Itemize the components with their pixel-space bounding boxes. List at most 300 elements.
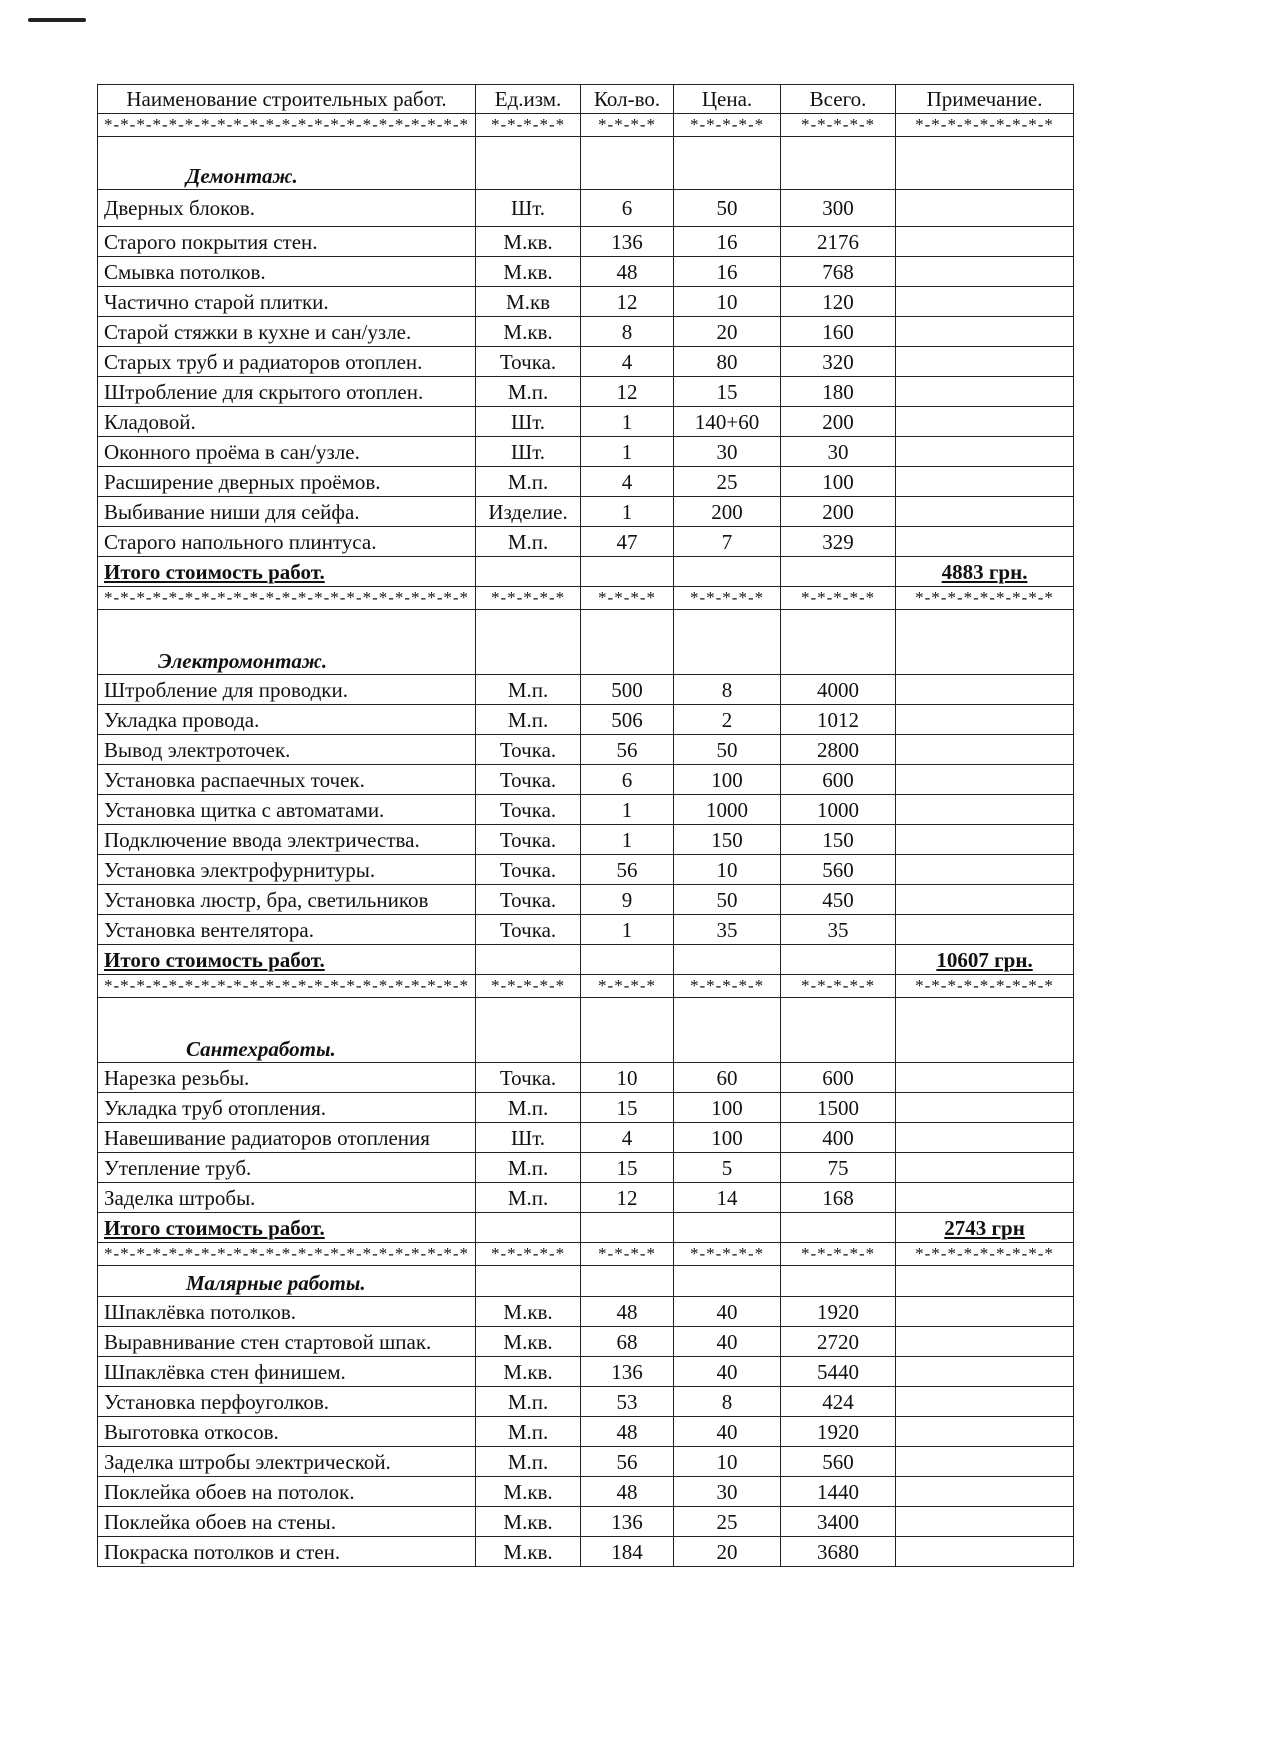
qty-cell: 1: [581, 407, 674, 437]
work-name: Штробление для проводки.: [98, 675, 476, 705]
work-name: Покраска потолков и стен.: [98, 1537, 476, 1567]
qty-cell: 1: [581, 437, 674, 467]
table-row: [98, 437, 1074, 467]
total-cell: 3400: [781, 1507, 896, 1537]
empty-cell: [674, 137, 781, 190]
unit-cell: М.п.: [476, 1093, 581, 1123]
unit-cell: М.п.: [476, 527, 581, 557]
qty-cell: 68: [581, 1327, 674, 1357]
section-total-label: Итого стоимость работ.: [98, 945, 476, 975]
work-name: Частично старой плитки.: [98, 287, 476, 317]
qty-cell: 15: [581, 1153, 674, 1183]
estimate-table-body: [98, 85, 1074, 1567]
separator-cell: *-*-*-*-*: [781, 587, 896, 610]
table-row: [98, 1183, 1074, 1213]
note-cell: [896, 705, 1074, 735]
table-row: [98, 190, 1074, 227]
work-name: Оконного проёма в сан/узле.: [98, 437, 476, 467]
total-cell: 180: [781, 377, 896, 407]
note-cell: [896, 287, 1074, 317]
work-name: Старого напольного плинтуса.: [98, 527, 476, 557]
total-cell: 560: [781, 1447, 896, 1477]
qty-cell: 1: [581, 795, 674, 825]
separator-row: [98, 587, 1074, 610]
qty-cell: 136: [581, 1507, 674, 1537]
work-name: Шпаклёвка потолков.: [98, 1297, 476, 1327]
table-row: [98, 1417, 1074, 1447]
table-row: [98, 1477, 1074, 1507]
separator-cell: *-*-*-*-*: [476, 587, 581, 610]
price-cell: 40: [674, 1417, 781, 1447]
header-note: Примечание.: [896, 85, 1074, 114]
table-row: [98, 1447, 1074, 1477]
work-name: Вывод электроточек.: [98, 735, 476, 765]
section-title: Электромонтаж.: [98, 610, 476, 675]
empty-cell: [581, 610, 674, 675]
qty-cell: 136: [581, 227, 674, 257]
empty-cell: [781, 557, 896, 587]
unit-cell: М.п.: [476, 1183, 581, 1213]
empty-cell: [476, 945, 581, 975]
separator-cell: *-*-*-*-*-*-*-*-*: [896, 114, 1074, 137]
work-name: Установка распаечных точек.: [98, 765, 476, 795]
work-name: Старой стяжки в кухне и сан/узле.: [98, 317, 476, 347]
work-name: Установка перфоуголков.: [98, 1387, 476, 1417]
unit-cell: М.кв.: [476, 257, 581, 287]
qty-cell: 1: [581, 825, 674, 855]
price-cell: 100: [674, 1123, 781, 1153]
qty-cell: 48: [581, 1297, 674, 1327]
qty-cell: 15: [581, 1093, 674, 1123]
total-cell: 424: [781, 1387, 896, 1417]
note-cell: [896, 735, 1074, 765]
unit-cell: Изделие.: [476, 497, 581, 527]
empty-cell: [674, 998, 781, 1063]
total-cell: 600: [781, 1063, 896, 1093]
section-total-row: [98, 1213, 1074, 1243]
unit-cell: Шт.: [476, 1123, 581, 1153]
empty-cell: [781, 610, 896, 675]
total-cell: 2176: [781, 227, 896, 257]
note-cell: [896, 1357, 1074, 1387]
separator-cell: *-*-*-*-*: [781, 114, 896, 137]
section-title-row: [98, 1266, 1074, 1297]
note-cell: [896, 1537, 1074, 1567]
unit-cell: М.кв.: [476, 1537, 581, 1567]
table-row: [98, 1153, 1074, 1183]
separator-row: [98, 1243, 1074, 1266]
total-cell: 75: [781, 1153, 896, 1183]
price-cell: 25: [674, 1507, 781, 1537]
note-cell: [896, 227, 1074, 257]
section-title: Сантехработы.: [98, 998, 476, 1063]
section-total-label: Итого стоимость работ.: [98, 557, 476, 587]
total-cell: 320: [781, 347, 896, 377]
section-total-value: 4883 грн.: [896, 557, 1074, 587]
price-cell: 10: [674, 287, 781, 317]
unit-cell: М.кв.: [476, 1477, 581, 1507]
table-row: [98, 407, 1074, 437]
work-name: Поклейка обоев на потолок.: [98, 1477, 476, 1507]
empty-cell: [896, 137, 1074, 190]
table-row: [98, 257, 1074, 287]
price-cell: 5: [674, 1153, 781, 1183]
qty-cell: 4: [581, 347, 674, 377]
work-name: Поклейка обоев на стены.: [98, 1507, 476, 1537]
price-cell: 10: [674, 1447, 781, 1477]
qty-cell: 9: [581, 885, 674, 915]
qty-cell: 500: [581, 675, 674, 705]
note-cell: [896, 1447, 1074, 1477]
unit-cell: Точка.: [476, 347, 581, 377]
price-cell: 60: [674, 1063, 781, 1093]
section-title-row: [98, 610, 1074, 675]
work-name: Подключение ввода электричества.: [98, 825, 476, 855]
table-row: [98, 705, 1074, 735]
empty-cell: [476, 1213, 581, 1243]
separator-cell: *-*-*-*-*-*-*-*-*: [896, 975, 1074, 998]
qty-cell: 1: [581, 497, 674, 527]
separator-cell: *-*-*-*-*: [781, 975, 896, 998]
work-name: Установка вентелятора.: [98, 915, 476, 945]
unit-cell: Точка.: [476, 795, 581, 825]
empty-cell: [476, 557, 581, 587]
work-name: Старых труб и радиаторов отоплен.: [98, 347, 476, 377]
unit-cell: М.кв: [476, 287, 581, 317]
total-cell: 4000: [781, 675, 896, 705]
separator-cell: *-*-*-*-*: [781, 1243, 896, 1266]
price-cell: 20: [674, 317, 781, 347]
total-cell: 150: [781, 825, 896, 855]
section-title: Демонтаж.: [98, 137, 476, 190]
total-cell: 450: [781, 885, 896, 915]
price-cell: 30: [674, 437, 781, 467]
empty-cell: [476, 137, 581, 190]
total-cell: 300: [781, 190, 896, 227]
total-cell: 200: [781, 497, 896, 527]
separator-cell: *-*-*-*-*: [674, 587, 781, 610]
work-name: Утепление труб.: [98, 1153, 476, 1183]
qty-cell: 6: [581, 765, 674, 795]
table-row: [98, 735, 1074, 765]
work-name: Укладка провода.: [98, 705, 476, 735]
table-row: [98, 915, 1074, 945]
empty-cell: [781, 998, 896, 1063]
price-cell: 14: [674, 1183, 781, 1213]
price-cell: 30: [674, 1477, 781, 1507]
total-cell: 1920: [781, 1297, 896, 1327]
unit-cell: Шт.: [476, 190, 581, 227]
table-row: [98, 855, 1074, 885]
work-name: Выбивание ниши для сейфа.: [98, 497, 476, 527]
qty-cell: 48: [581, 1477, 674, 1507]
work-name: Кладовой.: [98, 407, 476, 437]
qty-cell: 53: [581, 1387, 674, 1417]
work-name: Заделка штробы.: [98, 1183, 476, 1213]
table-row: [98, 1063, 1074, 1093]
total-cell: 2800: [781, 735, 896, 765]
separator-cell: *-*-*-*-*-*-*-*-*-*-*-*-*-*-*-*-*-*-*-*-*-*-*: [98, 975, 476, 998]
work-name: Выравнивание стен стартовой шпак.: [98, 1327, 476, 1357]
table-row: [98, 527, 1074, 557]
price-cell: 100: [674, 1093, 781, 1123]
empty-cell: [674, 945, 781, 975]
table-row: [98, 377, 1074, 407]
note-cell: [896, 1153, 1074, 1183]
total-cell: 329: [781, 527, 896, 557]
empty-cell: [674, 610, 781, 675]
total-cell: 5440: [781, 1357, 896, 1387]
total-cell: 200: [781, 407, 896, 437]
table-row: [98, 1297, 1074, 1327]
work-name: Установка щитка с автоматами.: [98, 795, 476, 825]
price-cell: 8: [674, 675, 781, 705]
header-unit: Ед.изм.: [476, 85, 581, 114]
header-price: Цена.: [674, 85, 781, 114]
separator-cell: *-*-*-*: [581, 587, 674, 610]
unit-cell: М.кв.: [476, 1357, 581, 1387]
total-cell: 1012: [781, 705, 896, 735]
note-cell: [896, 1417, 1074, 1447]
note-cell: [896, 915, 1074, 945]
qty-cell: 56: [581, 735, 674, 765]
qty-cell: 47: [581, 527, 674, 557]
work-name: Установка электрофурнитуры.: [98, 855, 476, 885]
unit-cell: М.кв.: [476, 317, 581, 347]
separator-cell: *-*-*-*-*: [476, 114, 581, 137]
total-cell: 100: [781, 467, 896, 497]
qty-cell: 56: [581, 855, 674, 885]
qty-cell: 184: [581, 1537, 674, 1567]
unit-cell: Точка.: [476, 735, 581, 765]
note-cell: [896, 437, 1074, 467]
separator-cell: *-*-*-*: [581, 114, 674, 137]
price-cell: 1000: [674, 795, 781, 825]
header-name: Наименование строительных работ.: [98, 85, 476, 114]
empty-cell: [781, 137, 896, 190]
separator-cell: *-*-*-*-*-*-*-*-*-*-*-*-*-*-*-*-*-*-*-*-*-*-*: [98, 114, 476, 137]
table-row: [98, 1387, 1074, 1417]
price-cell: 16: [674, 227, 781, 257]
price-cell: 200: [674, 497, 781, 527]
price-cell: 150: [674, 825, 781, 855]
separator-cell: *-*-*-*-*: [674, 975, 781, 998]
total-cell: 3680: [781, 1537, 896, 1567]
qty-cell: 48: [581, 1417, 674, 1447]
unit-cell: Точка.: [476, 765, 581, 795]
section-title-row: [98, 137, 1074, 190]
table-row: [98, 765, 1074, 795]
unit-cell: М.п.: [476, 705, 581, 735]
note-cell: [896, 855, 1074, 885]
empty-cell: [581, 1266, 674, 1297]
work-name: Смывка потолков.: [98, 257, 476, 287]
unit-cell: М.п.: [476, 1417, 581, 1447]
separator-cell: *-*-*-*-*: [674, 1243, 781, 1266]
price-cell: 100: [674, 765, 781, 795]
total-cell: 2720: [781, 1327, 896, 1357]
section-total-value: 2743 грн: [896, 1213, 1074, 1243]
total-cell: 1500: [781, 1093, 896, 1123]
work-name: Укладка труб отопления.: [98, 1093, 476, 1123]
table-row: [98, 1507, 1074, 1537]
table-row: [98, 347, 1074, 377]
note-cell: [896, 825, 1074, 855]
header-total: Всего.: [781, 85, 896, 114]
note-cell: [896, 1477, 1074, 1507]
total-cell: 400: [781, 1123, 896, 1153]
price-cell: 10: [674, 855, 781, 885]
qty-cell: 136: [581, 1357, 674, 1387]
section-title-row: [98, 998, 1074, 1063]
total-cell: 30: [781, 437, 896, 467]
empty-cell: [896, 1266, 1074, 1297]
empty-cell: [476, 998, 581, 1063]
qty-cell: 12: [581, 287, 674, 317]
note-cell: [896, 1297, 1074, 1327]
qty-cell: 4: [581, 467, 674, 497]
empty-cell: [581, 137, 674, 190]
note-cell: [896, 1183, 1074, 1213]
table-row: [98, 675, 1074, 705]
empty-cell: [581, 1213, 674, 1243]
empty-cell: [781, 945, 896, 975]
work-name: Шпаклёвка стен финишем.: [98, 1357, 476, 1387]
price-cell: 80: [674, 347, 781, 377]
price-cell: 40: [674, 1357, 781, 1387]
price-cell: 50: [674, 735, 781, 765]
estimate-table: [97, 84, 1074, 1567]
section-title: Малярные работы.: [98, 1266, 476, 1297]
unit-cell: М.кв.: [476, 227, 581, 257]
work-name: Старого покрытия стен.: [98, 227, 476, 257]
work-name: Установка люстр, бра, светильников: [98, 885, 476, 915]
note-cell: [896, 497, 1074, 527]
price-cell: 35: [674, 915, 781, 945]
work-name: Расширение дверных проёмов.: [98, 467, 476, 497]
empty-cell: [674, 557, 781, 587]
note-cell: [896, 527, 1074, 557]
price-cell: 50: [674, 885, 781, 915]
table-row: [98, 1123, 1074, 1153]
separator-cell: *-*-*-*-*-*-*-*-*-*-*-*-*-*-*-*-*-*-*-*-*-*-*: [98, 1243, 476, 1266]
note-cell: [896, 1093, 1074, 1123]
separator-cell: *-*-*-*-*: [476, 975, 581, 998]
note-cell: [896, 1507, 1074, 1537]
total-cell: 35: [781, 915, 896, 945]
qty-cell: 48: [581, 257, 674, 287]
work-name: Заделка штробы электрической.: [98, 1447, 476, 1477]
price-cell: 16: [674, 257, 781, 287]
unit-cell: Шт.: [476, 437, 581, 467]
note-cell: [896, 257, 1074, 287]
work-name: Штробление для скрытого отоплен.: [98, 377, 476, 407]
table-row: [98, 1327, 1074, 1357]
note-cell: [896, 1123, 1074, 1153]
unit-cell: М.кв.: [476, 1327, 581, 1357]
unit-cell: М.кв.: [476, 1507, 581, 1537]
unit-cell: М.п.: [476, 1153, 581, 1183]
separator-cell: *-*-*-*-*: [674, 114, 781, 137]
unit-cell: Точка.: [476, 885, 581, 915]
separator-cell: *-*-*-*-*-*-*-*-*-*-*-*-*-*-*-*-*-*-*-*-*-*-*: [98, 587, 476, 610]
work-name: Выготовка откосов.: [98, 1417, 476, 1447]
scan-mark: [28, 18, 86, 22]
qty-cell: 4: [581, 1123, 674, 1153]
empty-cell: [581, 945, 674, 975]
header-row: [98, 85, 1074, 114]
price-cell: 140+60: [674, 407, 781, 437]
table-row: [98, 825, 1074, 855]
table-row: [98, 1537, 1074, 1567]
price-cell: 40: [674, 1297, 781, 1327]
unit-cell: М.п.: [476, 675, 581, 705]
qty-cell: 1: [581, 915, 674, 945]
qty-cell: 506: [581, 705, 674, 735]
price-cell: 50: [674, 190, 781, 227]
table-row: [98, 227, 1074, 257]
total-cell: 768: [781, 257, 896, 287]
table-row: [98, 1093, 1074, 1123]
note-cell: [896, 347, 1074, 377]
note-cell: [896, 377, 1074, 407]
unit-cell: М.п.: [476, 1387, 581, 1417]
table-row: [98, 287, 1074, 317]
note-cell: [896, 190, 1074, 227]
separator-cell: *-*-*-*-*-*-*-*-*: [896, 1243, 1074, 1266]
note-cell: [896, 407, 1074, 437]
unit-cell: М.п.: [476, 377, 581, 407]
total-cell: 560: [781, 855, 896, 885]
price-cell: 8: [674, 1387, 781, 1417]
empty-cell: [476, 1266, 581, 1297]
note-cell: [896, 1387, 1074, 1417]
empty-cell: [581, 557, 674, 587]
note-cell: [896, 885, 1074, 915]
separator-cell: *-*-*-*-*: [476, 1243, 581, 1266]
separator-row: [98, 975, 1074, 998]
unit-cell: Точка.: [476, 825, 581, 855]
note-cell: [896, 675, 1074, 705]
empty-cell: [781, 1266, 896, 1297]
empty-cell: [476, 610, 581, 675]
total-cell: 600: [781, 765, 896, 795]
table-row: [98, 1357, 1074, 1387]
header-qty: Кол-во.: [581, 85, 674, 114]
separator-cell: *-*-*-*: [581, 975, 674, 998]
total-cell: 160: [781, 317, 896, 347]
table-row: [98, 497, 1074, 527]
unit-cell: М.п.: [476, 467, 581, 497]
price-cell: 2: [674, 705, 781, 735]
unit-cell: М.п.: [476, 1447, 581, 1477]
note-cell: [896, 317, 1074, 347]
price-cell: 25: [674, 467, 781, 497]
total-cell: 1920: [781, 1417, 896, 1447]
total-cell: 168: [781, 1183, 896, 1213]
qty-cell: 10: [581, 1063, 674, 1093]
empty-cell: [581, 998, 674, 1063]
empty-cell: [674, 1266, 781, 1297]
empty-cell: [781, 1213, 896, 1243]
unit-cell: Точка.: [476, 1063, 581, 1093]
empty-cell: [674, 1213, 781, 1243]
empty-cell: [896, 998, 1074, 1063]
qty-cell: 12: [581, 377, 674, 407]
price-cell: 20: [674, 1537, 781, 1567]
price-cell: 7: [674, 527, 781, 557]
separator-cell: *-*-*-*: [581, 1243, 674, 1266]
